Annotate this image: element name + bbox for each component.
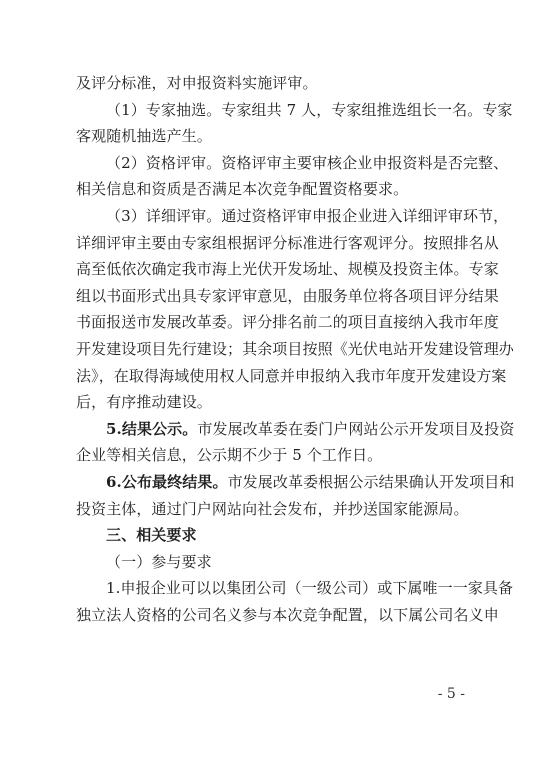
text-line: 后，有序推动建设。 xyxy=(76,393,212,412)
text-line xyxy=(76,469,515,496)
text-line: 1.申报企业可以以集团公司（一级公司）或下属唯一一家具备 xyxy=(106,579,514,598)
text-line: 独立法人资格的公司名义参与本次竞争配置，以下属公司名义申 xyxy=(76,605,499,624)
text-line: 投资主体，通过门户网站向社会发布，并抄送国家能源局。 xyxy=(76,499,469,518)
item-lead: 5.结果公示。 xyxy=(106,419,198,438)
item-lead: 6.公布最终结果。 xyxy=(106,472,228,491)
text-line: （1）专家抽选。专家组共 7 人，专家组推选组长一名。专家 xyxy=(106,100,513,119)
item-text: 市发展改革委在委门户网站公示开发项目及投资 xyxy=(197,419,515,438)
text-line: 法》，在取得海域使用权人同意并申报纳入我市年度开发建设方案 xyxy=(76,366,507,385)
text-line: 相关信息和资质是否满足本次竞争配置资格要求。 xyxy=(76,180,409,199)
section-heading: 三、相关要求 xyxy=(106,526,197,545)
text-line: 详细评审主要由专家组根据评分标准进行客观评分。按照排名从 xyxy=(76,233,499,252)
text-line: 组以书面形式出具专家评审意见，由服务单位将各项目评分结果 xyxy=(76,286,499,305)
text-line: 客观随机抽选产生。 xyxy=(76,127,212,146)
text-line: 书面报送市发展改革委。评分排名前二的项目直接纳入我市年度 xyxy=(76,313,499,332)
text-line: （2）资格评审。资格评审主要审核企业申报资料是否完整、 xyxy=(106,153,509,172)
text-line: 及评分标准，对申报资料实施评审。 xyxy=(76,74,318,92)
text-line: 高至低依次确定我市海上光伏开发场址、规模及投资主体。专家 xyxy=(76,260,499,279)
subsection-heading: （一）参与要求 xyxy=(106,552,212,571)
page-number: - 5 - xyxy=(437,686,465,702)
text-line: 企业等相关信息，公示期不少于 5 个工作日。 xyxy=(76,446,383,465)
text-line: （3）详细评审。通过资格评审申报企业进入详细评审环节， xyxy=(106,206,509,225)
document-body xyxy=(76,70,515,628)
text-line xyxy=(76,416,515,443)
item-text: 市发展改革委根据公示结果确认开发项目和 xyxy=(227,472,515,491)
text-line: 开发建设项目先行建设；其余项目按照《光伏电站开发建设管理办 xyxy=(76,339,514,358)
